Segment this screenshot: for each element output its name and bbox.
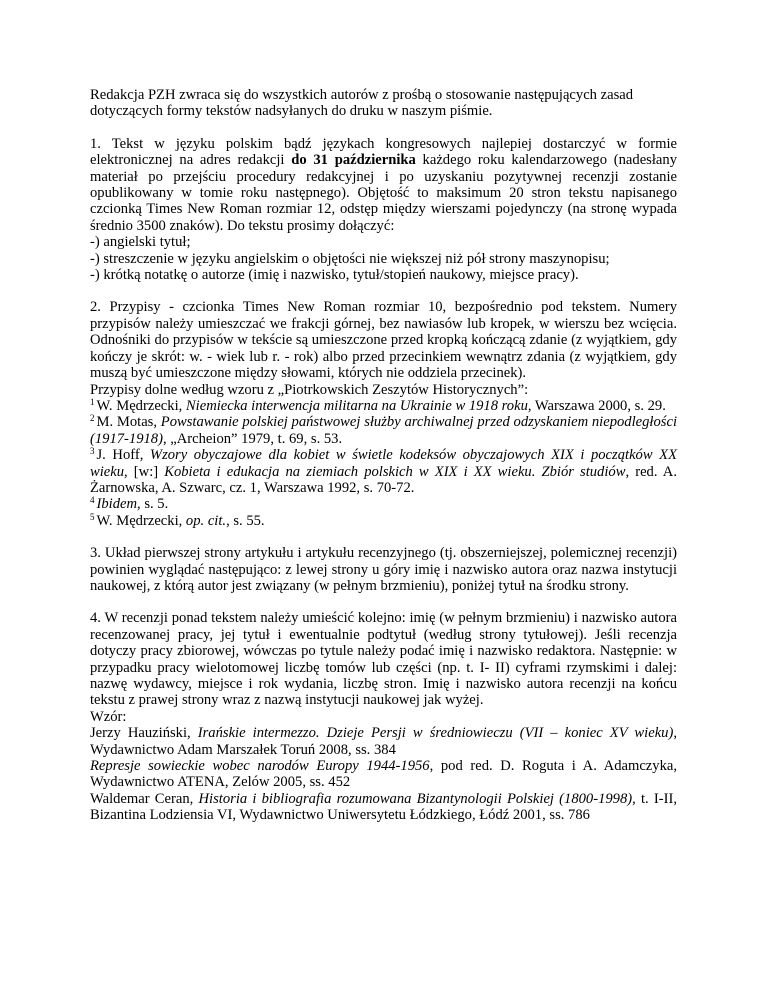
ex-details: , pod red. D. Roguta i A. Adamczyka, Wydawnictwo ATENA, Zelów 2005, ss. 452 [90,758,677,791]
footnote-pattern-intro: Przypisy dolne według wzoru z „Piotrkowskich Zeszytów Historycznych”: [90,381,529,398]
fn-mid: , [w:] [124,463,165,480]
fn-author: W. Mędrzecki, [96,512,186,529]
document-page [90,87,677,840]
intro-paragraph: Redakcja PZH zwraca się do wszystkich autorów z prośbą o stosowanie następujących zasad dotyczących formy tekstów nadsyłanych do druku w naszym piśmie. [90,87,634,120]
ex-author: Jerzy Hauziński, [90,725,198,742]
fn-details: , s. 55. [226,512,265,529]
footnote-number: 5 [90,511,95,522]
review-example [90,725,677,758]
ex-title: Irańskie intermezzo. Dzieje Persji w średniowieczu (VII – koniec XV wieku) [197,725,674,742]
footnote-example [90,414,677,447]
deadline-bold: do 31 października [291,152,416,169]
footnote-example [90,398,677,414]
ex-author: Waldemar Ceran, [90,790,199,807]
footnote-number: 4 [90,495,95,506]
ex-details: , t. I-II, Bizantina Lodziensia VI, Wydawnictwo Uniwersytetu Łódzkiego, Łódź 2001, ss. 786 [90,790,677,824]
fn-author: W. Mędrzecki, [96,397,186,414]
footnote-number: 1 [90,396,95,407]
review-example [90,791,677,824]
fn-title-2: Kobieta i edukacja na ziemiach polskich w XIX i XX wieku. Zbiór studiów [164,463,626,480]
fn-title: Niemiecka interwencja militarna na Ukrainie w 1918 roku [185,397,528,414]
list-item: -) angielski tytuł; [90,234,191,251]
section-4-text: 4. W recenzji ponad tekstem należy umieścić kolejno: imię (w pełnym brzmieniu) i nazwisko autora recenzowanej pracy, jej tytuł i ewentualnie podtytuł (według strony tytułowej). Jeśli recenzja dotyczy pracy zbiorowej, wówczas po tytule należy podać imię i nazwisko redaktora. Następnie: w przypadku pracy wielotomowej liczbę tomów lub części (np. t. I- II) cyframi rzymskimi i dalej: nazwę wydawcy, miejsce i rok wydania, liczbę stron. Imię i nazwisko autora recenzji na końcu tekstu z prawej strony wraz z nazwą instytucji naukowej jak wyżej. [90,610,677,709]
section-2 [90,299,677,529]
fn-title: Powstawanie polskiej państwowej służby archiwalnej przed odzyskaniem niepodległości (1917-1918) [90,414,677,447]
fn-details: , „Archeion” 1979, t. 69, s. 53. [162,430,343,447]
fn-title: Ibidem [96,496,138,513]
footnote-number: 2 [90,413,95,424]
section-1-text-b: każdego roku kalendarzowego (nadesłany materiał po przejściu procedury redakcyjnej i po uzyskaniu pozytywnej recenzji zostanie opublikowany w tomie roku następnego). Objętość to maksimum 20 stron tekstu napisanego czcionką Times New Roman rozmiar 12, odstęp między wierszami pojedynczy (na stronę wypada średnio 3500 znaków). Do tekstu prosimy dołączyć: [90,152,677,234]
section-2-text: 2. Przypisy - czcionka Times New Roman rozmiar 10, bezpośrednio pod tekstem. Numery przypisów należy umieszczać we frakcji górnej, bez nawiasów lub kropek, w wierszu bez wcięcia. Odnośniki do przypisów w tekście są umieszczone przed kropką kończącą zdanie (z wyjątkiem, gdy kończy je skrót: w. - wiek lub r. - rok) albo przed przecinkiem wewnątrz zdania (z wyjątkiem, gdy muszą być umieszczone między słowami, których nie oddziela przecinek). [90,299,677,382]
list-item: -) streszczenie w języku angielskim o objętości nie większej niż pół strony maszynopisu; [90,250,610,267]
fn-details: , Warszawa 2000, s. 29. [527,397,666,414]
footnote-number: 3 [90,446,95,457]
list-item: -) krótką notatkę o autorze (imię i nazwisko, tytuł/stopień naukowy, miejsce pracy). [90,267,579,284]
fn-title: op. cit. [185,512,227,529]
section-4 [90,610,677,823]
section-1-text-a: 1. Tekst w języku polskim bądź językach kongresowych najlepiej dostarczyć w formie elektronicznej na adres redakcji [90,135,677,169]
fn-author: J. Hoff, [96,447,150,464]
ex-details: , Wydawnictwo Adam Marszałek Toruń 2008, ss. 384 [90,725,677,758]
footnote-example [90,496,677,512]
ex-title: Historia i bibliografia rozumowana Bizantynologii Polskiej (1800-1998) [198,790,633,807]
section-1-paragraph [90,136,677,284]
ex-title: Represje sowieckie wobec narodów Europy 1944-1956 [90,758,430,775]
section-3-paragraph: 3. Układ pierwszej strony artykułu i artykułu recenzyjnego (tj. obszerniejszej, polemicznej recenzji) powinien wyglądać następująco: z lewej strony u góry imię i nazwisko autora oraz nazwa instytucji naukowej, z którą autor jest związany (w pełnym brzmieniu), poniżej tytuł na środku strony. [90,545,677,594]
footnote-examples [90,398,677,529]
fn-details: , s. 5. [137,496,169,513]
fn-title: Wzory obyczajowe dla kobiet w świetle kodeksów obyczajowych XIX i początków XX wieku [90,447,677,480]
fn-details: , red. A. Żarnowska, A. Szwarc, cz. 1, Warszawa 1992, s. 70-72. [90,463,677,496]
footnote-example [90,447,677,496]
footnote-example [90,513,677,529]
fn-author: M. Motas, [96,414,161,431]
pattern-label: Wzór: [90,708,127,725]
review-example [90,758,677,791]
